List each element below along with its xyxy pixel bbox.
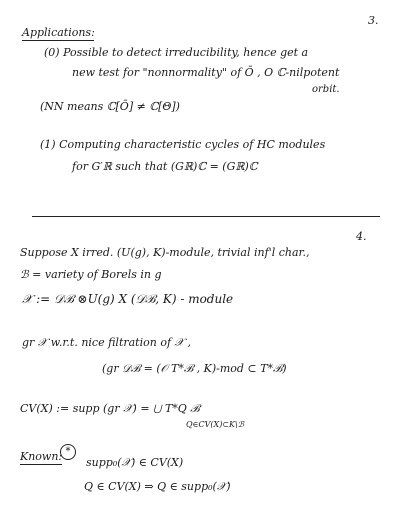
localization-definition: 𝒳 := 𝒟ℬ ⊗U(g) X (𝒟ℬ, K) - module bbox=[22, 292, 234, 306]
item1-line2: for G′ℝ such that (Gℝ)ℂ = (Gℝ)ℂ bbox=[72, 160, 258, 173]
page-number-4: 4. bbox=[356, 230, 367, 243]
item0-line2: new test for "nonnormality" of Ō , Ο ℂ-nilpotent bbox=[72, 66, 340, 79]
heading-underline bbox=[22, 40, 94, 41]
known-line1: supp₀(𝒳) ∈ CV(X) bbox=[86, 456, 184, 469]
star-mark: * bbox=[60, 444, 76, 460]
item0-line3: orbit. bbox=[312, 84, 340, 95]
gr-d-module-line: (gr 𝒟ℬ = (𝒪 T*ℬ , K)-mod ⊂ T*ℬ) bbox=[102, 362, 287, 375]
item0-line1: (0) Possible to detect irreducibility, hence get a bbox=[44, 46, 309, 59]
page-number-3: 3. bbox=[368, 14, 379, 27]
associated-graded-line: gr 𝒳 w.r.t. nice filtration of 𝒳 , bbox=[22, 336, 191, 349]
known-underline bbox=[20, 464, 62, 465]
borel-variety-line: ℬ = variety of Borels in g bbox=[20, 268, 162, 281]
item1-line1: (1) Computing characteristic cycles of HC modules bbox=[40, 138, 326, 151]
section-divider bbox=[32, 216, 380, 217]
applications-heading: Applications: bbox=[22, 26, 95, 39]
union-subscript: Q∈CV(X)⊂K\ℬ bbox=[186, 420, 244, 429]
known-line2: Q ∈ CV(X) ⇒ Q ∈ supp₀(𝒳) bbox=[84, 480, 231, 493]
suppose-line: Suppose X irred. (U(g), K)-module, trivial inf'l char., bbox=[20, 246, 310, 259]
nn-note: (NN means ℂ[Ō] ≠ ℂ[Θ]) bbox=[40, 100, 180, 113]
known-label: Known: bbox=[20, 450, 63, 463]
characteristic-variety-line: CV(X) := supp (gr 𝒳) = ⋃ T*Q ℬ bbox=[20, 402, 200, 415]
